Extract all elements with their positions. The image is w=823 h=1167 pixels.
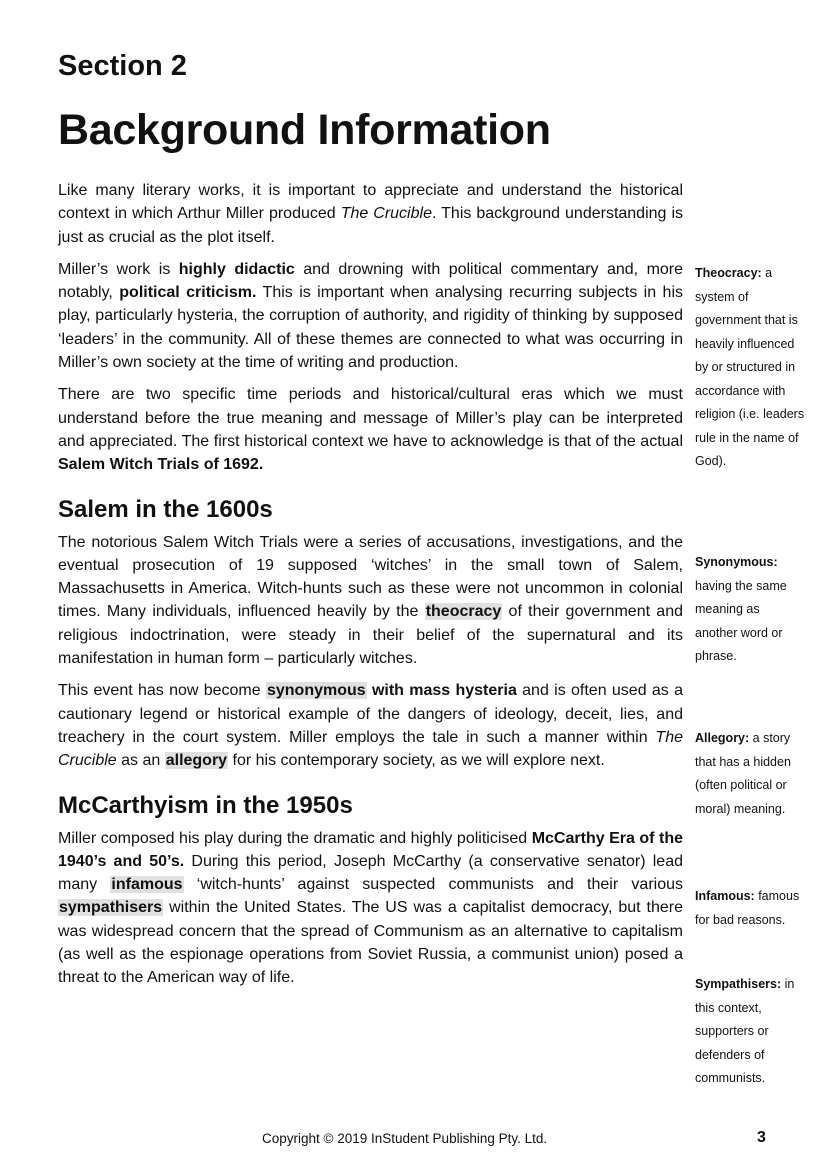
book-title: The Crucible xyxy=(340,205,432,223)
intro-paragraph-3: There are two specific time periods and historical/cultural eras which we must understand before the true meaning and message of Miller’s play can be interpreted and appreciated. The first historical context we have to acknowledge is that of the actual Salem Witch Trials of 1692. xyxy=(58,386,683,474)
glossary-entry-allegory: Allegory: a story that has a hidden (often political or moral) meaning. xyxy=(695,731,791,816)
footer-copyright: Copyright © 2019 InStudent Publishing Pty. Ltd. xyxy=(262,1131,548,1146)
highlighted-term-infamous: infamous xyxy=(111,876,183,894)
salem-paragraph-2: This event has now become synonymous with mass hysteria and is often used as a cautionary legend or historical example of the dangers of ideology, deceit, lies, and treachery in the court system. Miller employs the tale in such a manner within The Crucible as an allegory for his contemporary society, as we will explore next. xyxy=(58,682,684,770)
salem-paragraph-1: The notorious Salem Witch Trials were a series of accusations, investigations, and the eventual prosecution of 19 supposed ‘witches’ in the small town of Salem, Massachusetts in America. Witch-hunts such as these were not uncommon in colonial times. Many individuals, influenced heavily by the theocracy of their government and religious indoctrination, were steady in their belief of the supernatural and its manifestation in human form – particularly witches. xyxy=(58,533,684,668)
page-number: 3 xyxy=(757,1129,766,1146)
mccarthy-heading: McCarthyism in the 1950s xyxy=(58,791,353,819)
salem-heading: Salem in the 1600s xyxy=(58,495,273,523)
mccarthy-paragraph-1: Miller composed his play during the dramatic and highly politicised McCarthy Era of the 1940’s and 50’s. During this period, Joseph McCarthy (a conservative senator) lead many infamous ‘witch-hunts’ against suspected communists and their various sympathisers within the United States. The US was a capitalist democracy, but there was widespread concern that the spread of Communism as an alternative to capitalism (as well as the espionage operations from Soviet Russia, a communist union) posed a threat to the American way of life. xyxy=(58,829,684,987)
section-label: Section 2 xyxy=(58,50,187,82)
page-title: Background Information xyxy=(58,106,551,154)
glossary-entry-infamous: Infamous: famous for bad reasons. xyxy=(695,889,800,927)
highlighted-term-sympathisers: sympathisers xyxy=(59,899,163,917)
key-phrase: McCarthy Era of the 1940’s and 50’s. xyxy=(58,829,684,870)
main-column xyxy=(58,179,683,999)
book-title: The Crucible xyxy=(58,728,683,770)
key-phrase: highly didactic xyxy=(178,260,295,278)
highlighted-term-synonymous: synonymous xyxy=(266,682,366,700)
highlighted-term-allegory: allegory xyxy=(165,752,228,770)
key-phrase: political criticism. xyxy=(119,284,257,302)
key-phrase: with mass hysteria xyxy=(366,682,517,700)
glossary-entry-theocracy: Theocracy: a system of government that is heavily influenced by or structured in accordance with religion (i.e. leaders rule in the name of God). xyxy=(695,266,805,468)
glossary-entry-sympathisers: Sympathisers: in this context, supporters or defenders of communists. xyxy=(695,977,795,1085)
intro-paragraph-2: Miller’s work is highly didactic and drowning with political commentary and, more notably, political criticism. This is important when analysing recurring subjects in his play, particularly hysteria, the corruption of authority, and rigidity of thinking by supposed ‘leaders’ in the community. All of these themes are connected to what was occurring in Miller’s own society at the time of writing and production. xyxy=(58,260,684,372)
highlighted-term-theocracy: theocracy xyxy=(425,603,502,621)
intro-paragraph-1: Like many literary works, it is important to appreciate and understand the historical context in which Arthur Miller produced The Crucible. This background understanding is just as crucial as the plot itself. xyxy=(58,182,684,246)
key-phrase: Salem Witch Trials of 1692. xyxy=(58,456,264,474)
glossary-entry-synonymous: Synonymous: having the same meaning as another word or phrase. xyxy=(695,555,787,663)
